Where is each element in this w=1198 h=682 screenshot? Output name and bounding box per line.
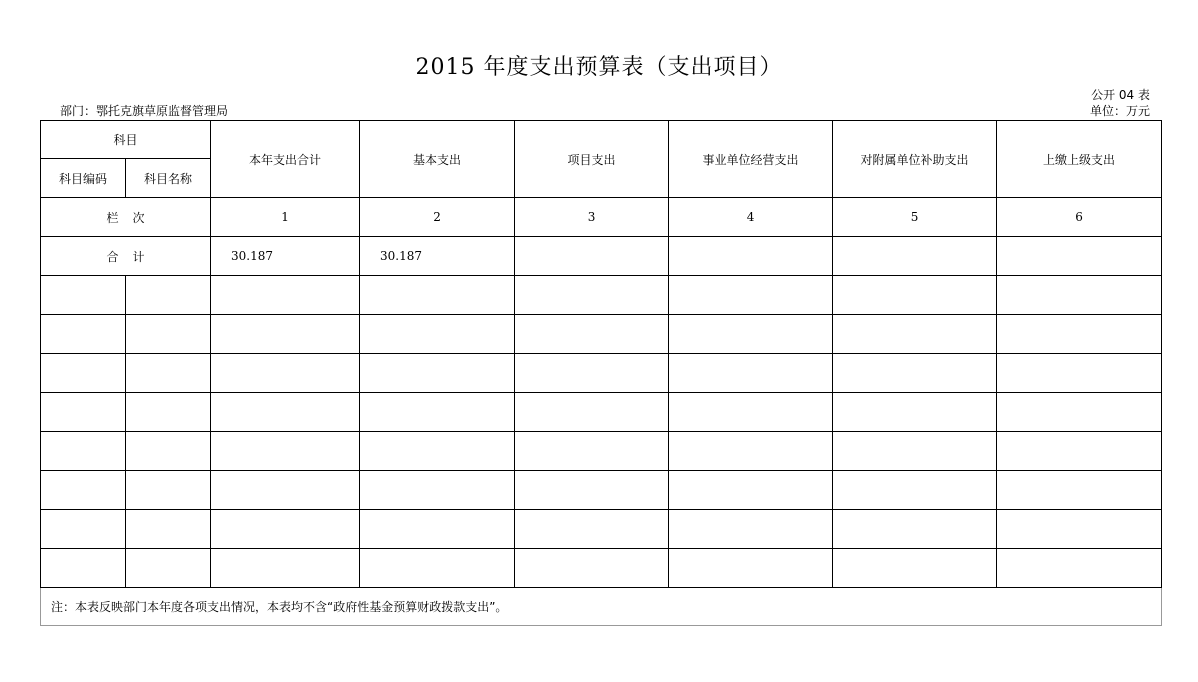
empty-cell <box>126 276 211 315</box>
empty-cell <box>833 471 997 510</box>
empty-cell <box>41 393 126 432</box>
empty-cell <box>211 276 360 315</box>
table-note: 注：本表反映部门本年度各项支出情况，本表均不含“政府性基金预算财政拨款支出”。 <box>41 588 1162 626</box>
department-label: 部门：鄂托克旗草原监督管理局 <box>60 104 229 118</box>
table-row <box>41 393 1162 432</box>
empty-cell <box>126 393 211 432</box>
table-row <box>41 315 1162 354</box>
column-header-total: 本年支出合计 <box>211 121 360 198</box>
empty-cell <box>41 510 126 549</box>
empty-cell <box>211 393 360 432</box>
empty-cell <box>360 315 515 354</box>
empty-cell <box>211 471 360 510</box>
empty-cell <box>126 549 211 588</box>
empty-cell <box>360 549 515 588</box>
subject-code-header: 科目编码 <box>41 159 126 198</box>
total-value-cell: 30.187 <box>360 237 515 276</box>
table-row <box>41 549 1162 588</box>
empty-cell <box>126 471 211 510</box>
table-row <box>41 471 1162 510</box>
column-index-cell: 6 <box>997 198 1162 237</box>
empty-cell <box>515 510 669 549</box>
column-header-remit: 上缴上级支出 <box>997 121 1162 198</box>
table-row <box>41 276 1162 315</box>
empty-cell <box>997 510 1162 549</box>
empty-cell <box>360 354 515 393</box>
column-header-project: 项目支出 <box>515 121 669 198</box>
total-label: 合计 <box>41 237 211 276</box>
empty-cell <box>41 315 126 354</box>
empty-cell <box>669 510 833 549</box>
empty-cell <box>997 432 1162 471</box>
empty-cell <box>669 393 833 432</box>
empty-cell <box>833 276 997 315</box>
note-row <box>41 588 1162 626</box>
empty-cell <box>211 315 360 354</box>
empty-cell <box>515 393 669 432</box>
empty-cell <box>360 393 515 432</box>
empty-cell <box>515 276 669 315</box>
column-header-basic: 基本支出 <box>360 121 515 198</box>
total-value-cell <box>997 237 1162 276</box>
column-header-subsidy: 对附属单位补助支出 <box>833 121 997 198</box>
empty-cell <box>41 354 126 393</box>
total-value-cell <box>515 237 669 276</box>
empty-cell <box>669 432 833 471</box>
column-header-business: 事业单位经营支出 <box>669 121 833 198</box>
empty-cell <box>211 432 360 471</box>
empty-cell <box>669 549 833 588</box>
empty-cell <box>41 432 126 471</box>
empty-cell <box>515 432 669 471</box>
empty-cell <box>669 276 833 315</box>
budget-table <box>40 120 1162 626</box>
column-index-cell: 3 <box>515 198 669 237</box>
empty-cell <box>515 471 669 510</box>
page-title: 2015 年度支出预算表（支出项目） <box>415 55 783 80</box>
empty-cell <box>997 471 1162 510</box>
column-index-cell: 5 <box>833 198 997 237</box>
empty-cell <box>997 393 1162 432</box>
empty-cell <box>126 510 211 549</box>
column-index-label: 栏次 <box>41 198 211 237</box>
empty-cell <box>41 276 126 315</box>
empty-cell <box>211 354 360 393</box>
table-row <box>41 432 1162 471</box>
empty-cell <box>515 549 669 588</box>
total-value-cell <box>669 237 833 276</box>
empty-cell <box>360 510 515 549</box>
empty-cell <box>833 510 997 549</box>
empty-cell <box>997 276 1162 315</box>
empty-cell <box>833 549 997 588</box>
empty-cell <box>833 432 997 471</box>
empty-cell <box>833 393 997 432</box>
empty-cell <box>669 471 833 510</box>
subject-name-header: 科目名称 <box>126 159 211 198</box>
column-index-cell: 1 <box>211 198 360 237</box>
form-number-label: 公开 04 表 <box>1091 88 1150 102</box>
empty-cell <box>126 354 211 393</box>
empty-cell <box>360 471 515 510</box>
column-index-cell: 4 <box>669 198 833 237</box>
empty-cell <box>211 549 360 588</box>
empty-cell <box>833 354 997 393</box>
total-value-cell: 30.187 <box>211 237 360 276</box>
empty-cell <box>360 276 515 315</box>
empty-cell <box>41 549 126 588</box>
empty-cell <box>997 354 1162 393</box>
empty-cell <box>515 315 669 354</box>
empty-cell <box>669 354 833 393</box>
empty-cell <box>669 315 833 354</box>
column-index-row <box>41 198 1162 237</box>
table-row <box>41 354 1162 393</box>
empty-cell <box>833 315 997 354</box>
empty-cell <box>997 549 1162 588</box>
empty-cell <box>360 432 515 471</box>
unit-label: 单位：万元 <box>1089 104 1150 118</box>
header-row-1 <box>41 121 1162 159</box>
total-value-cell <box>833 237 997 276</box>
empty-cell <box>515 354 669 393</box>
empty-cell <box>211 510 360 549</box>
column-index-cell: 2 <box>360 198 515 237</box>
empty-cell <box>41 471 126 510</box>
empty-cell <box>997 315 1162 354</box>
table-row <box>41 510 1162 549</box>
empty-cell <box>126 315 211 354</box>
empty-cell <box>126 432 211 471</box>
subject-group-header: 科目 <box>41 121 211 159</box>
total-row <box>41 237 1162 276</box>
